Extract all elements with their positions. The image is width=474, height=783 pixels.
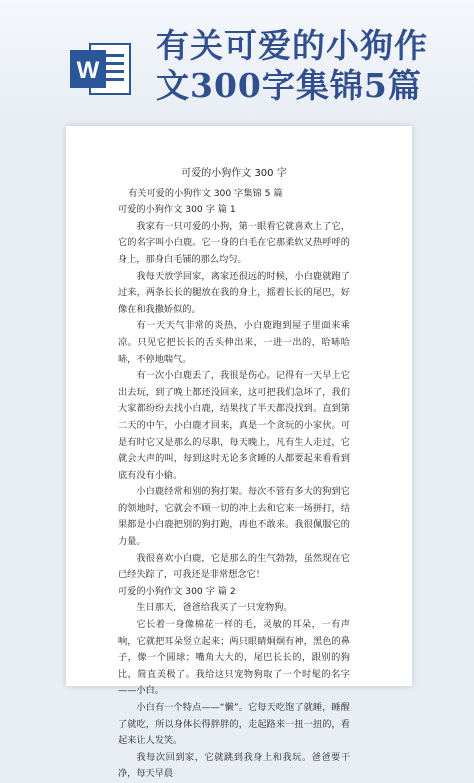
paragraph: 生日那天，爸爸给我买了一只宠物狗。	[136, 602, 293, 614]
section-heading: 可爱的小狗作文 300 字 篇 1	[118, 204, 236, 216]
document-title: 可爱的小狗作文 300 字	[181, 168, 287, 179]
document-subtitle: 有关可爱的小狗作文 300 字集锦 5 篇	[128, 187, 283, 199]
section-heading: 可爱的小狗作文 300 字 篇 2	[118, 585, 236, 597]
paragraph: 小白鹿经常和别的狗打架。每次不管有多大的狗到它的领地时，它就会不顾一切的冲上去和它来一场拼打，结果都是小白鹿把别的狗打跑，再也不敢来。我很佩服它的力量。	[118, 486, 350, 548]
paragraph: 有一次小白鹿丢了，我很是伤心。记得有一天早上它出去玩，到了晚上都还没回来，这可把我们急坏了，我们大家都纷纷去找小白鹿，结果找了半天都没找到。直到第二天的中午，小白鹿才回来，真是一个贪玩的小家伙。可是有时它又是那么的尽职，每天晚上，凡有生人走过，它就会大声的叫，每到这时无论多贪睡的人都要起来看看到底有没有小偷。	[118, 370, 350, 481]
header-banner	[0, 0, 474, 118]
svg-text:W: W	[76, 57, 100, 84]
paragraph: 小白有一个特点——“懒”。它每天吃饱了就睡，睡醒了就吃，所以身体长得胖胖的，走起路来一扭一扭的，看起来让人发笑。	[118, 702, 350, 747]
paragraph: 它长着一身像棉花一样的毛，灵敏的耳朵，一有声响，它就把耳朵竖立起来；两只眼睛炯炯有神，黑色的鼻子，像一个圆球；嘴角大大的，尾巴长长的，跟别的狗比，简直美极了。我给这只宠物狗取了一个时髦的名字——小白。	[118, 619, 350, 697]
document-page	[66, 126, 412, 780]
page-title-line-2: 文300字集锦5篇	[156, 66, 422, 105]
paragraph: 我很喜欢小白鹿，它是那么的生气勃勃，虽然现在它已经失踪了，可我还是非常想念它！	[118, 552, 350, 581]
page-title-line-1: 有关可爱的小狗作	[156, 26, 428, 65]
paragraph: 我每天放学回家，离家还很远的时候，小白鹿就跑了过来，两条长长的腿放在我的身上，摇着长长的尾巴，好像在和我撒娇似的。	[118, 270, 350, 315]
paragraph: 我每次回到家，它就跳到我身上和我玩。爸爸要干净，每天早晨	[118, 751, 350, 780]
page-title	[156, 26, 466, 106]
paragraph: 我家有一只可爱的小狗，第一眼看它就喜欢上了它，它的名字叫小白鹿。它一身的白毛在它那柔软又热呼呼的身上，那身白毛铺的那么均匀。	[118, 220, 350, 265]
paragraph: 有一天天气非常的炎热，小白鹿跑到屋子里面来乘凉。只见它把长长的舌头伸出来，一进一出的，哈哧哈哧，不停地喘气。	[118, 320, 350, 365]
document-body	[118, 166, 350, 783]
word-document-icon	[68, 40, 132, 98]
